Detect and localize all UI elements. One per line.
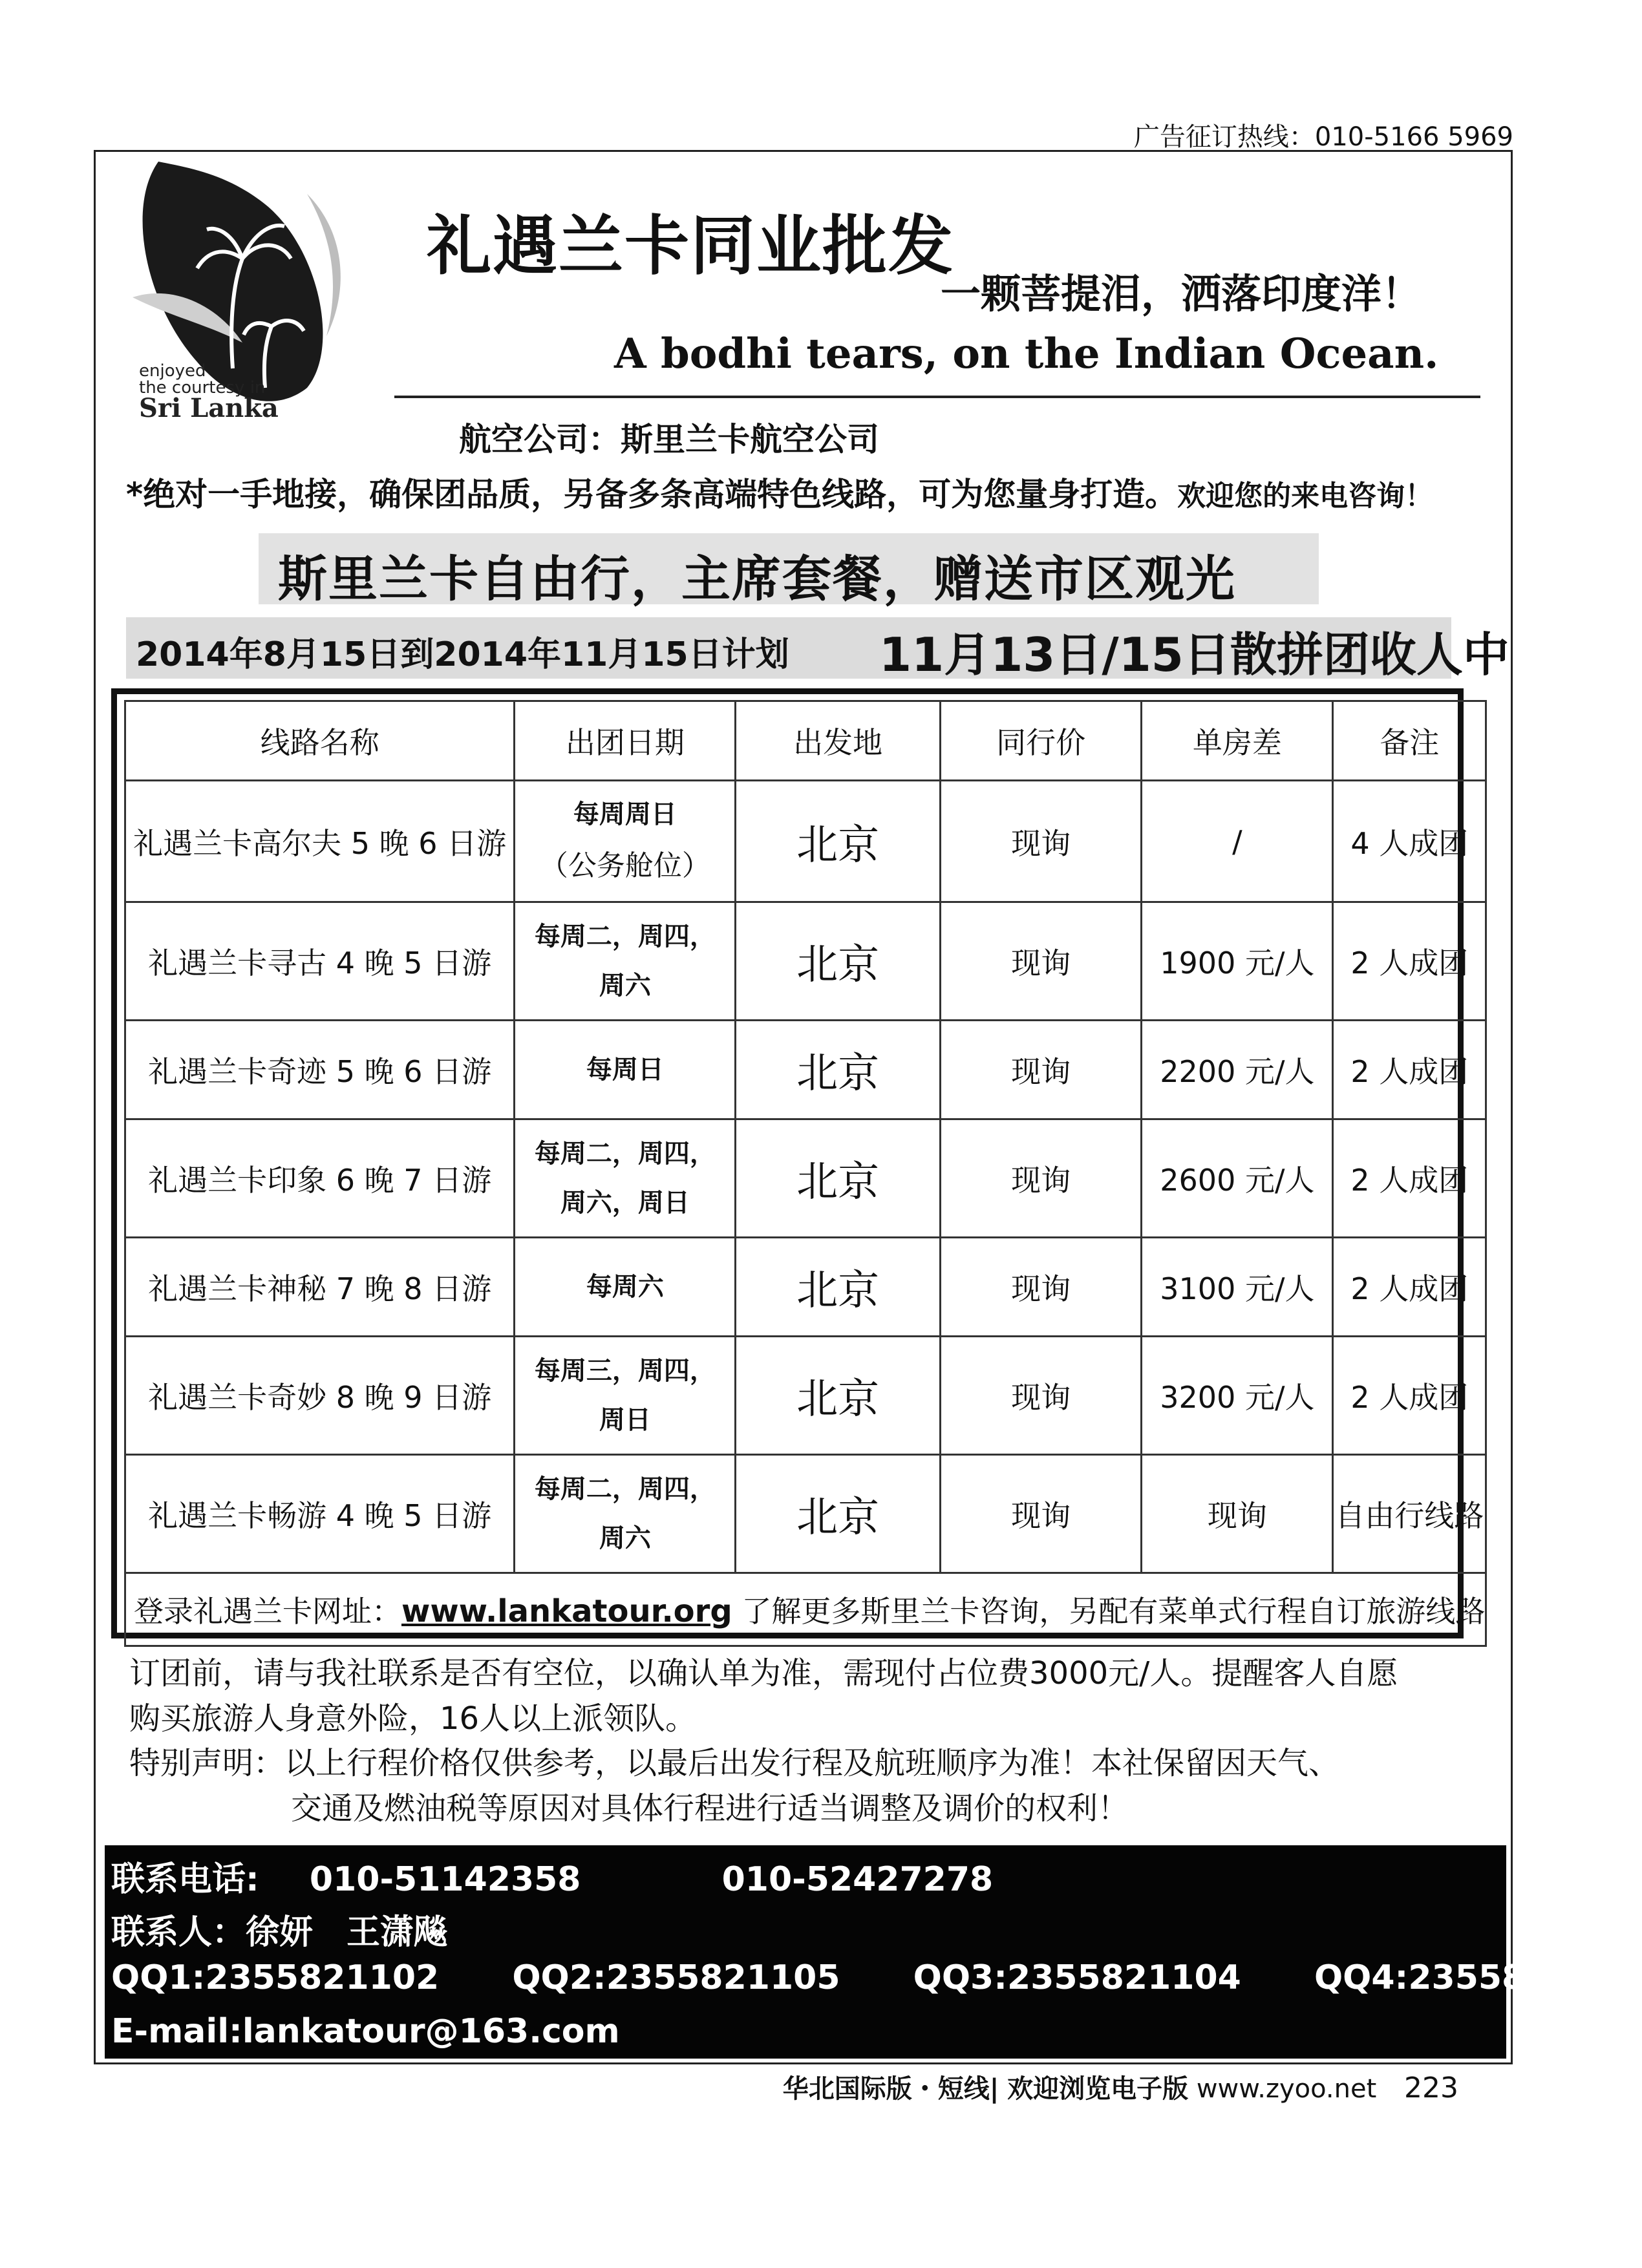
logo-text-1: enjoyed [139,361,206,381]
departure-date [515,1337,736,1455]
phone-number-2[interactable]: 010-52427278 [721,1860,994,1899]
departure-date: 每周六 [515,1238,736,1337]
column-header: 备注 [1333,701,1486,781]
route-name: 礼遇兰卡印象 6 晚 7 日游 [125,1119,515,1238]
departure-city: 北京 [736,781,941,902]
departure-date: 每周日 [515,1021,736,1119]
phone-label: 联系电话: [111,1860,259,1899]
departure-date-line1: 每周周日 [573,799,677,829]
website-suffix: 了解更多斯里兰卡咨询，另配有菜单式行程自订旅游线路 [741,1594,1486,1629]
note-line: 购买旅游人身意外险，16人以上派领队。 [129,1700,697,1737]
quality-tail: 欢迎您的来电咨询！ [1177,480,1434,513]
route-name: 礼遇兰卡畅游 4 晚 5 日游 [125,1455,515,1573]
schedule-group: 11月13日/15日散拼团收人中 [879,628,1509,682]
note-line: 订团前，请与我社联系是否有空位，以确认单为准，需现付占位费3000元/人。提醒客人自愿 [129,1655,1398,1691]
column-header: 出发地 [736,701,941,781]
trade-price: 现询 [940,1337,1141,1455]
airline-info: 航空公司：斯里兰卡航空公司 [459,421,879,458]
welcome-text: 欢迎浏览电子版 [1007,2074,1189,2104]
logo-text-3: Sri Lanka [139,393,279,423]
single-supplement: 2200 元/人 [1142,1021,1333,1119]
quality-statement [126,469,1433,515]
booking-notes [129,1651,1398,1831]
website-link[interactable]: www.lankatour.org [401,1593,732,1629]
edition-label: 华北国际版・短线| [782,2074,999,2104]
qq-2[interactable]: QQ2:2355821105 [512,1958,840,1997]
departure-date-line2: 周日 [599,1405,651,1435]
table-row [125,1455,1486,1573]
departure-city: 北京 [736,902,941,1021]
table-row [125,781,1486,902]
remark: 2 人成团 [1333,1021,1486,1119]
route-name: 礼遇兰卡奇迹 5 晚 6 日游 [125,1021,515,1119]
departure-date-line1: 每周三，周四， [534,1356,716,1386]
remark: 2 人成团 [1333,1119,1486,1238]
departure-date-line2: 周六，周日 [560,1188,690,1218]
single-supplement: / [1142,781,1333,902]
departure-date-line1: 每周二，周四， [534,1474,716,1504]
route-name: 礼遇兰卡寻古 4 晚 5 日游 [125,902,515,1021]
single-supplement: 现询 [1142,1455,1333,1573]
departure-city: 北京 [736,1238,941,1337]
trade-price: 现询 [940,902,1141,1021]
remark: 2 人成团 [1333,1238,1486,1337]
departure-city: 北京 [736,1455,941,1573]
phone-number-1[interactable]: 010-51142358 [309,1860,581,1899]
table-row [125,1337,1486,1455]
route-name: 礼遇兰卡神秘 7 晚 8 日游 [125,1238,515,1337]
trade-price: 现询 [940,1455,1141,1573]
ad-hotline: 广告征订热线：010-5166 5969 [1133,122,1513,152]
header-divider [394,396,1480,398]
trade-price: 现询 [940,1119,1141,1238]
remark: 2 人成团 [1333,1337,1486,1455]
contact-phones [111,1852,993,1900]
slogan-chinese: 一颗菩提泪，洒落印度洋！ [941,270,1422,317]
quality-main: *绝对一手地接，确保团品质，另备多条高端特色线路，可为您量身打造。 [126,476,1178,513]
trade-price: 现询 [940,1021,1141,1119]
single-supplement: 3200 元/人 [1142,1337,1333,1455]
logo-text-2: the courtesy in [139,378,266,397]
departure-date-line2: （公务舱位） [539,849,710,882]
qq-1[interactable]: QQ1:2355821102 [111,1958,440,1997]
contact-box [105,1845,1642,2059]
trade-price: 现询 [940,781,1141,902]
departure-date-line1: 每周二，周四， [534,1139,716,1169]
website-prefix: 登录礼遇兰卡网址： [134,1594,401,1629]
column-header: 出团日期 [515,701,736,781]
departure-date-line2: 周六 [599,971,651,1001]
note-line: 特别声明：以上行程价格仅供参考，以最后出发行程及航班顺序为准！本社保留因天气、 [129,1745,1340,1782]
brand-title: 礼遇兰卡同业批发 [427,207,954,284]
routes-table [124,700,1487,1647]
column-header: 单房差 [1142,701,1333,781]
schedule-plan: 2014年8月15日到2014年11月15日计划 [136,635,789,674]
departure-city: 北京 [736,1119,941,1238]
contact-email[interactable]: E-mail:lankatour@163.com [111,2012,620,2051]
remark: 4 人成团 [1333,781,1486,902]
single-supplement: 2600 元/人 [1142,1119,1333,1238]
website-info [125,1573,1486,1646]
slogan-english: A bodhi tears, on the Indian Ocean. [614,330,1439,378]
departure-date-line2: 周六 [599,1523,651,1553]
page-number: 223 [1404,2072,1458,2104]
promo-headline: 斯里兰卡自由行，主席套餐，赠送市区观光 [278,550,1236,608]
table-row [125,1021,1486,1119]
departure-city: 北京 [736,1021,941,1119]
column-header: 线路名称 [125,701,515,781]
remark: 自由行线路 [1333,1455,1486,1573]
remark: 2 人成团 [1333,902,1486,1021]
route-name: 礼遇兰卡高尔夫 5 晚 6 日游 [125,781,515,902]
departure-date [515,902,736,1021]
logo-leaf-icon [120,155,410,433]
departure-city: 北京 [736,1337,941,1455]
qq-4[interactable]: QQ4:2355821095 [1314,1958,1642,1997]
note-line: 交通及燃油税等原因对具体行程进行适当调整及调价的权利！ [291,1790,1129,1827]
departure-date-line1: 每周二，周四， [534,922,716,951]
qq-3[interactable]: QQ3:2355821104 [913,1958,1241,1997]
table-row [125,1119,1486,1238]
departure-date [515,781,736,902]
site-link[interactable]: www.zyoo.net [1196,2074,1377,2104]
contact-people: 联系人：徐妍 王潇飚 [111,1913,448,1952]
route-name: 礼遇兰卡奇妙 8 晚 9 日游 [125,1337,515,1455]
brand-logo [120,155,410,433]
table-row [125,1238,1486,1337]
column-header: 同行价 [940,701,1141,781]
page-footer [783,2068,1458,2105]
contact-qq [111,1958,1642,1997]
table-footer-row [125,1573,1486,1646]
table-header-row [125,701,1486,781]
table-row [125,902,1486,1021]
single-supplement: 1900 元/人 [1142,902,1333,1021]
trade-price: 现询 [940,1238,1141,1337]
departure-date [515,1119,736,1238]
departure-date [515,1455,736,1573]
single-supplement: 3100 元/人 [1142,1238,1333,1337]
